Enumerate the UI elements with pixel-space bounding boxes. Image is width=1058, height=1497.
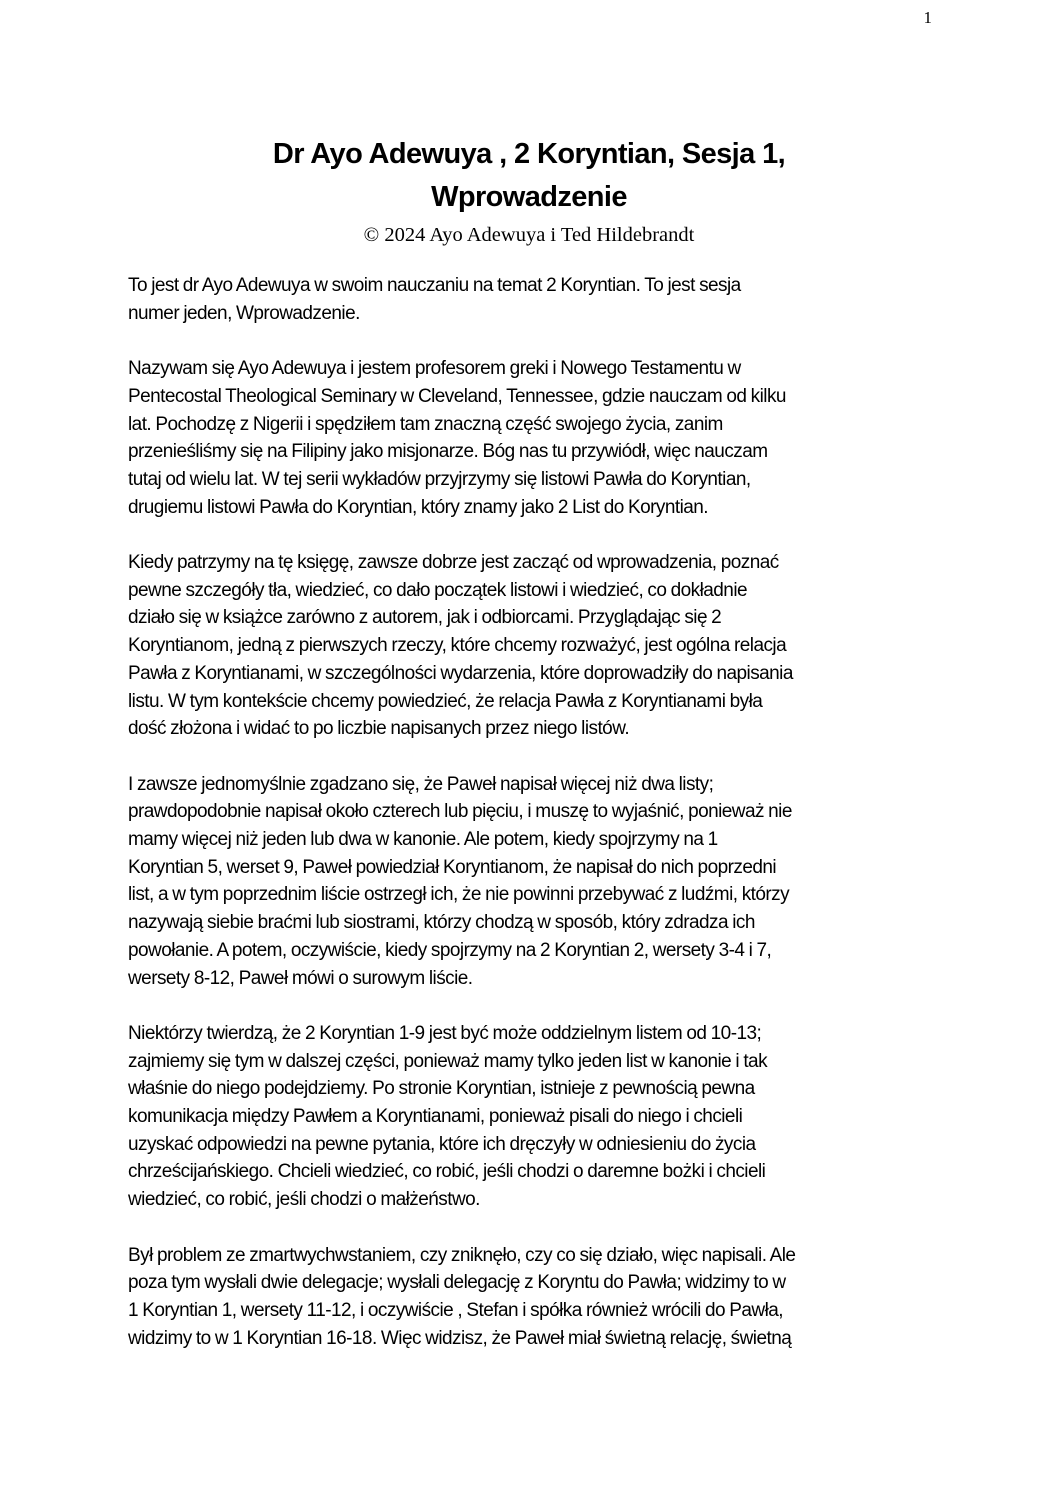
text-line: tutaj od wielu lat. W tej serii wykładów przyjrzymy się listowi Pawła do Koryntian, (128, 468, 751, 490)
text-line: przenieśliśmy się na Filipiny jako misjonarze. Bóg nas tu przywiódł, więc nauczam (128, 441, 768, 463)
text-line: mamy więcej niż jeden lub dwa w kanonie. Ale potem, kiedy spojrzymy na 1 (128, 829, 718, 851)
page-number: 1 (923, 8, 932, 27)
text-line: pewne szczegóły tła, wiedzieć, co dało początek listowi i wiedzieć, co dokładnie (128, 579, 748, 601)
text-line: Był problem ze zmartwychwstaniem, czy zniknęło, czy co się działo, więc napisali. Ale (128, 1244, 796, 1266)
text-line: Koryntianom, jedną z pierwszych rzeczy, które chcemy rozważyć, jest ogólna relacja (128, 635, 787, 657)
text-line: I zawsze jednomyślnie zgadzano się, że Paweł napisał więcej niż dwa listy; (128, 773, 714, 795)
paragraph-6 (128, 1242, 948, 1353)
text-line: listu. W tym kontekście chcemy powiedzieć, że relacja Pawła z Koryntianami była (128, 690, 763, 712)
text-line: zajmiemy się tym w dalszej części, ponieważ mamy tylko jeden list w kanonie i tak (128, 1050, 768, 1072)
text-line: uzyskać odpowiedzi na pewne pytania, które ich dręczyły w odniesieniu do życia (128, 1133, 756, 1155)
text-line: właśnie do niego podejdziemy. Po stronie Koryntian, istnieje z pewnością pewna (128, 1078, 755, 1100)
text-line: powołanie. A potem, oczywiście, kiedy spojrzymy na 2 Koryntian 2, wersety 3-4 i 7, (128, 939, 772, 961)
text-line: prawdopodobnie napisał około czterech lub pięciu, i muszę to wyjaśnić, ponieważ nie (128, 801, 792, 823)
text-line: nazywają siebie braćmi lub siostrami, którzy chodzą w sposób, który zdradza ich (128, 912, 755, 934)
text-line: Pentecostal Theological Seminary w Cleveland, Tennessee, gdzie nauczam od kilku (128, 385, 786, 407)
text-line: 1 Koryntian 1, wersety 11-12, i oczywiście , Stefan i spółka również wrócili do Pawła, (128, 1299, 783, 1321)
document-body (128, 272, 948, 1380)
text-line: wiedzieć, co robić, jeśli chodzi o małżeństwo. (128, 1189, 480, 1211)
text-line: Kiedy patrzymy na tę księgę, zawsze dobrze jest zacząć od wprowadzenia, poznać (128, 552, 779, 573)
text-line: To jest dr Ayo Adewuya w swoim nauczaniu na temat 2 Koryntian. To jest sesja (128, 275, 741, 296)
paragraph-1 (128, 272, 948, 327)
paragraph-3 (128, 549, 948, 743)
text-line: dość złożona i widać to po liczbie napisanych przez niego listów. (128, 718, 630, 740)
text-line: drugiemu listowi Pawła do Koryntian, który znamy jako 2 List do Koryntian. (128, 496, 709, 518)
text-line: Pawła z Koryntianami, w szczególności wydarzenia, które doprowadziły do napisania (128, 662, 793, 684)
text-line: Nazywam się Ayo Adewuya i jestem profesorem greki i Nowego Testamentu w (128, 358, 741, 380)
text-line: chrześcijańskiego. Chcieli wiedzieć, co robić, jeśli chodzi o daremne bożki i chcieli (128, 1161, 766, 1183)
text-line: komunikacja między Pawłem a Koryntianami, ponieważ pisali do niego i chcieli (128, 1106, 743, 1128)
copyright-notice: © 2024 Ayo Adewuya i Ted Hildebrandt (363, 224, 695, 246)
text-line: lat. Pochodzę z Nigerii i spędziłem tam znaczną część swojego życia, zanim (128, 413, 723, 435)
text-line: Niektórzy twierdzą, że 2 Koryntian 1-9 jest być może oddzielnym listem od 10-13; (128, 1022, 762, 1044)
paragraph-2 (128, 355, 948, 521)
text-line: list, a w tym poprzednim liście ostrzegł ich, że nie powinni przebywać z ludźmi, którzy (128, 884, 790, 906)
document-title (0, 133, 1058, 219)
text-line: Koryntian 5, werset 9, Paweł powiedział Koryntianom, że napisał do nich poprzedni (128, 856, 777, 878)
text-line: poza tym wysłali dwie delegacje; wysłali delegację z Koryntu do Pawła; widzimy to w (128, 1272, 786, 1294)
title-line-1: Dr Ayo Adewuya , 2 Koryntian, Sesja 1, (272, 138, 786, 170)
text-line: działo się w książce zarówno z autorem, jak i odbiorcami. Przyglądając się 2 (128, 607, 722, 629)
text-line: wersety 8-12, Paweł mówi o surowym liście. (128, 967, 473, 989)
paragraph-4 (128, 771, 948, 993)
text-line: widzimy to w 1 Koryntian 16-18. Więc widzisz, że Paweł miał świetną relację, świetną (128, 1327, 792, 1349)
text-line: numer jeden, Wprowadzenie. (128, 302, 360, 324)
paragraph-5 (128, 1020, 948, 1214)
title-line-2: Wprowadzenie (431, 181, 627, 213)
